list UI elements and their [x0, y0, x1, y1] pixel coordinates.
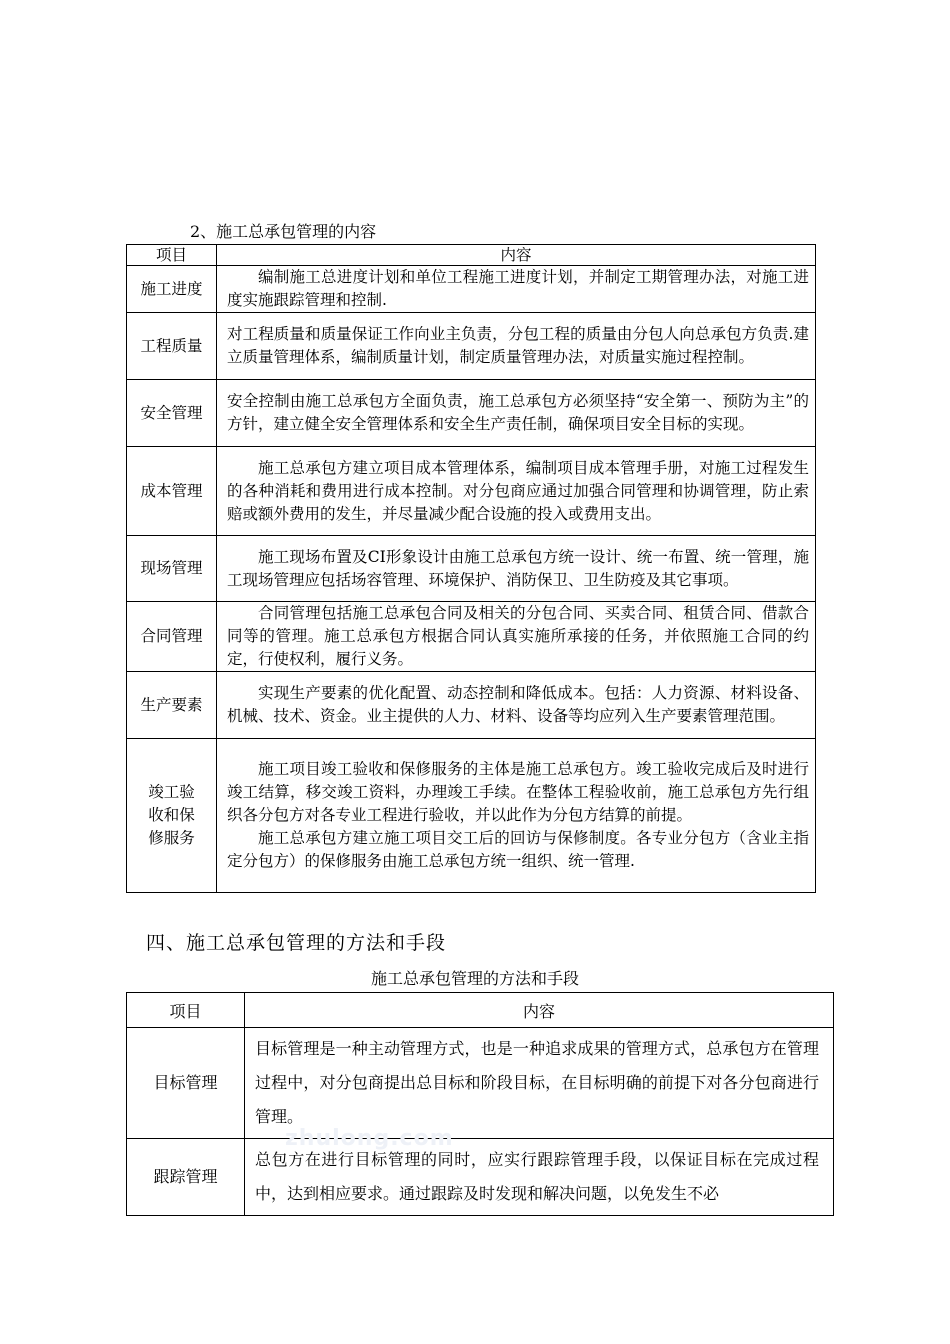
table-row: [127, 602, 816, 672]
row-paragraph: 施工项目竣工验收和保修服务的主体是施工总承包方。竣工验收完成后及时进行竣工结算，移交竣工资料，办理竣工手续。在整体工程验收前，施工总承包方先行组织各分包方对各专业工程进行验收，并以此作为分包方结算的前提。: [227, 760, 809, 824]
table1-caption: 2、施工总承包管理的内容: [190, 222, 377, 241]
row-content: 目标管理是一种主动管理方式，也是一种追求成果的管理方式，总承包方在管理过程中，对分包商提出总目标和阶段目标，在目标明确的前提下对各分包商进行管理。: [245, 1028, 834, 1139]
watermark: zhulong.com: [285, 1126, 454, 1151]
row-item: 工程质量: [127, 313, 217, 380]
row-item: 生产要素: [127, 672, 217, 739]
table-row: [127, 536, 816, 602]
header-content: 内容: [245, 993, 834, 1028]
table-header-row: [127, 993, 834, 1028]
row-content: 对工程质量和质量保证工作向业主负责，分包工程的质量由分包人向总承包方负责.建立质量管理体系，编制质量计划，制定质量管理办法，对质量实施过程控制。: [217, 313, 816, 380]
table2-caption: 施工总承包管理的方法和手段: [370, 969, 579, 988]
table-row: [127, 672, 816, 739]
row-content: 施工现场布置及CI形象设计由施工总承包方统一设计、统一布置、统一管理，施工现场管理应包括场容管理、环境保护、消防保卫、卫生防疫及其它事项。: [217, 536, 816, 602]
section-heading: 四、施工总承包管理的方法和手段: [146, 932, 447, 954]
row-item: 目标管理: [127, 1028, 245, 1139]
table-row: [127, 380, 816, 447]
header-content: 内容: [217, 245, 816, 266]
row-item: 安全管理: [127, 380, 217, 447]
table-row: [127, 1139, 834, 1216]
row-content: 编制施工总进度计划和单位工程施工进度计划，并制定工期管理办法，对施工进度实施跟踪管理和控制.: [217, 266, 816, 313]
row-item: 施工进度: [127, 266, 217, 313]
table-row: [127, 1028, 834, 1139]
row-item: 跟踪管理: [127, 1139, 245, 1216]
row-item: 合同管理: [127, 602, 217, 672]
management-methods-table: [126, 992, 834, 1216]
row-content: 实现生产要素的优化配置、动态控制和降低成本。包括：人力资源、材料设备、机械、技术、资金。业主提供的人力、材料、设备等均应列入生产要素管理范围。: [217, 672, 816, 739]
row-item: 现场管理: [127, 536, 217, 602]
table-header-row: [127, 245, 816, 266]
table-row: [127, 313, 816, 380]
management-content-table: [126, 244, 816, 893]
row-content: 安全控制由施工总承包方全面负责，施工总承包方必须坚持“安全第一、预防为主”的方针，建立健全安全管理体系和安全生产责任制，确保项目安全目标的实现。: [217, 380, 816, 447]
row-content: 总包方在进行目标管理的同时，应实行跟踪管理手段，以保证目标在完成过程中，达到相应要求。通过跟踪及时发现和解决问题，以免发生不必: [245, 1139, 834, 1216]
row-content: [217, 739, 816, 893]
row-item: 成本管理: [127, 447, 217, 536]
header-item: 项目: [127, 993, 245, 1028]
table-row: [127, 739, 816, 893]
header-item: 项目: [127, 245, 217, 266]
row-item: 竣工验收和保修服务: [127, 739, 217, 893]
table-row: [127, 447, 816, 536]
row-content: 施工总承包方建立项目成本管理体系，编制项目成本管理手册，对施工过程发生的各种消耗和费用进行成本控制。对分包商应通过加强合同管理和协调管理，防止索赔或额外费用的发生，并尽量减少配合设施的投入或费用支出。: [217, 447, 816, 536]
row-paragraph: 施工总承包方建立施工项目交工后的回访与保修制度。各专业分包方（含业主指定分包方）的保修服务由施工总承包方统一组织、统一管理.: [227, 829, 809, 870]
table-row: [127, 266, 816, 313]
row-content: 合同管理包括施工总承包合同及相关的分包合同、买卖合同、租赁合同、借款合同等的管理。施工总承包方根据合同认真实施所承接的任务，并依照施工合同的约定，行使权利，履行义务。: [217, 602, 816, 672]
